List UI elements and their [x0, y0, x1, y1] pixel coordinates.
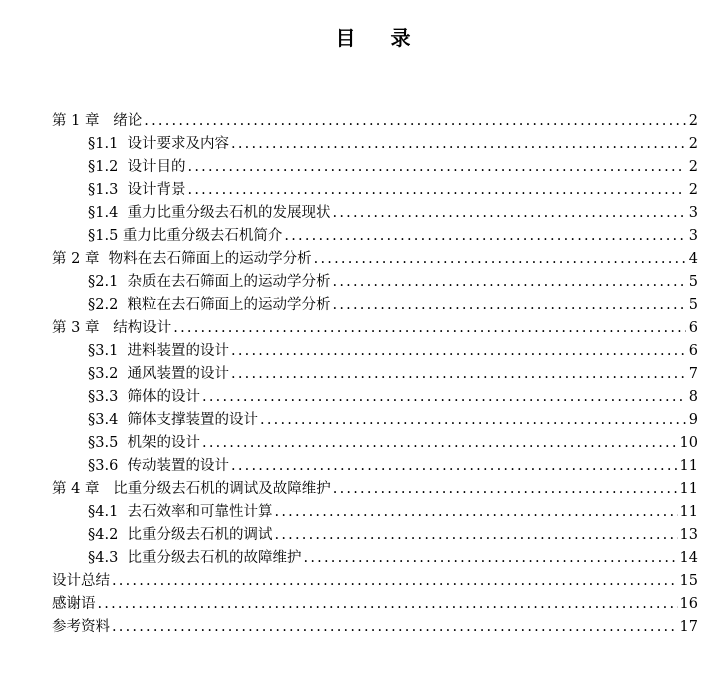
- toc-page-number: 5: [688, 297, 698, 313]
- toc-page-number: 10: [679, 435, 698, 451]
- toc-section-entry[interactable]: [52, 294, 698, 317]
- toc-dot-leader: [231, 363, 686, 386]
- toc-entry-label: §4.3 比重分级去石机的故障维护: [88, 550, 302, 566]
- toc-page-number: 2: [688, 182, 698, 198]
- toc-chapter-entry[interactable]: [52, 616, 698, 639]
- toc-section-entry[interactable]: [52, 202, 698, 225]
- toc-section-entry[interactable]: [52, 524, 698, 547]
- toc-chapter-entry[interactable]: [52, 570, 698, 593]
- toc-section-entry[interactable]: [52, 455, 698, 478]
- toc-page-number: 2: [688, 113, 698, 129]
- toc-dot-leader: [333, 271, 686, 294]
- toc-section-entry[interactable]: [52, 386, 698, 409]
- toc-page-number: 5: [688, 274, 698, 290]
- toc-chapter-entry[interactable]: [52, 317, 698, 340]
- toc-entry-label: §3.6 传动装置的设计: [88, 458, 230, 474]
- toc-chapter-entry[interactable]: [52, 248, 698, 271]
- toc-dot-leader: [284, 225, 686, 248]
- toc-dot-leader: [112, 616, 678, 639]
- toc-entry-label: §1.2 设计目的: [88, 159, 186, 175]
- toc-dot-leader: [260, 409, 686, 432]
- toc-dot-leader: [98, 593, 678, 616]
- toc-entry-label: §3.1 进料装置的设计: [88, 343, 230, 359]
- toc-entry-label: 感谢语: [52, 596, 96, 612]
- toc-page-number: 16: [679, 596, 698, 612]
- toc-page-number: 3: [688, 228, 698, 244]
- toc-page-number: 2: [688, 136, 698, 152]
- toc-page-number: 6: [688, 343, 698, 359]
- toc-entry-label: 参考资料: [52, 619, 110, 635]
- toc-dot-leader: [333, 294, 686, 317]
- toc-page-number: 4: [688, 251, 698, 267]
- toc-dot-leader: [275, 524, 678, 547]
- toc-dot-leader: [188, 156, 686, 179]
- toc-entry-label: §3.2 通风装置的设计: [88, 366, 230, 382]
- toc-entry-label: 设计总结: [52, 573, 110, 589]
- toc-page-number: 2: [688, 159, 698, 175]
- toc-section-entry[interactable]: [52, 363, 698, 386]
- toc-page-number: 11: [679, 458, 698, 474]
- toc-entry-label: §1.3 设计背景: [88, 182, 186, 198]
- toc-dot-leader: [333, 202, 686, 225]
- toc-dot-leader: [275, 501, 678, 524]
- toc-entry-label: §1.1 设计要求及内容: [88, 136, 230, 152]
- toc-section-entry[interactable]: [52, 340, 698, 363]
- toc-section-entry[interactable]: [52, 133, 698, 156]
- toc-section-entry[interactable]: [52, 432, 698, 455]
- toc-page-number: 15: [679, 573, 698, 589]
- toc-chapter-entry[interactable]: [52, 110, 698, 133]
- toc-entry-label: 第 3 章 结构设计: [52, 320, 172, 336]
- toc-entry-label: §1.5 重力比重分级去石机简介: [88, 228, 283, 244]
- toc-page-number: 17: [679, 619, 698, 635]
- toc-dot-leader: [304, 547, 678, 570]
- table-of-contents: [52, 110, 698, 639]
- toc-page-number: 13: [679, 527, 698, 543]
- toc-section-entry[interactable]: [52, 547, 698, 570]
- toc-section-entry[interactable]: [52, 179, 698, 202]
- toc-section-entry[interactable]: [52, 271, 698, 294]
- toc-entry-label: §3.5 机架的设计: [88, 435, 201, 451]
- toc-dot-leader: [314, 248, 686, 271]
- toc-section-entry[interactable]: [52, 156, 698, 179]
- toc-entry-label: 第 4 章 比重分级去石机的调试及故障维护: [52, 481, 331, 497]
- toc-page-number: 3: [688, 205, 698, 221]
- toc-entry-label: §4.1 去石效率和可靠性计算: [88, 504, 273, 520]
- toc-entry-label: §4.2 比重分级去石机的调试: [88, 527, 273, 543]
- toc-entry-label: §1.4 重力比重分级去石机的发展现状: [88, 205, 331, 221]
- toc-section-entry[interactable]: [52, 501, 698, 524]
- toc-dot-leader: [202, 432, 678, 455]
- toc-page-number: 11: [679, 504, 698, 520]
- toc-page-number: 11: [679, 481, 698, 497]
- toc-entry-label: 第 1 章 绪论: [52, 113, 143, 129]
- toc-dot-leader: [231, 340, 686, 363]
- toc-dot-leader: [144, 110, 686, 133]
- toc-page-number: 6: [688, 320, 698, 336]
- toc-entry-label: 第 2 章 物料在去石筛面上的运动学分析: [52, 251, 312, 267]
- toc-entry-label: §3.3 筛体的设计: [88, 389, 201, 405]
- toc-page-number: 8: [688, 389, 698, 405]
- toc-chapter-entry[interactable]: [52, 478, 698, 501]
- toc-page-number: 9: [688, 412, 698, 428]
- toc-page-number: 14: [679, 550, 698, 566]
- toc-dot-leader: [112, 570, 678, 593]
- toc-entry-label: §2.1 杂质在去石筛面上的运动学分析: [88, 274, 331, 290]
- page-title: 目 录: [335, 26, 425, 50]
- toc-section-entry[interactable]: [52, 409, 698, 432]
- toc-dot-leader: [173, 317, 686, 340]
- toc-dot-leader: [188, 179, 686, 202]
- toc-dot-leader: [333, 478, 678, 501]
- toc-entry-label: §3.4 筛体支撑装置的设计: [88, 412, 259, 428]
- toc-dot-leader: [231, 455, 678, 478]
- toc-dot-leader: [202, 386, 686, 409]
- toc-chapter-entry[interactable]: [52, 593, 698, 616]
- toc-entry-label: §2.2 粮粒在去石筛面上的运动学分析: [88, 297, 331, 313]
- toc-section-entry[interactable]: [52, 225, 698, 248]
- toc-page-number: 7: [688, 366, 698, 382]
- toc-dot-leader: [231, 133, 686, 156]
